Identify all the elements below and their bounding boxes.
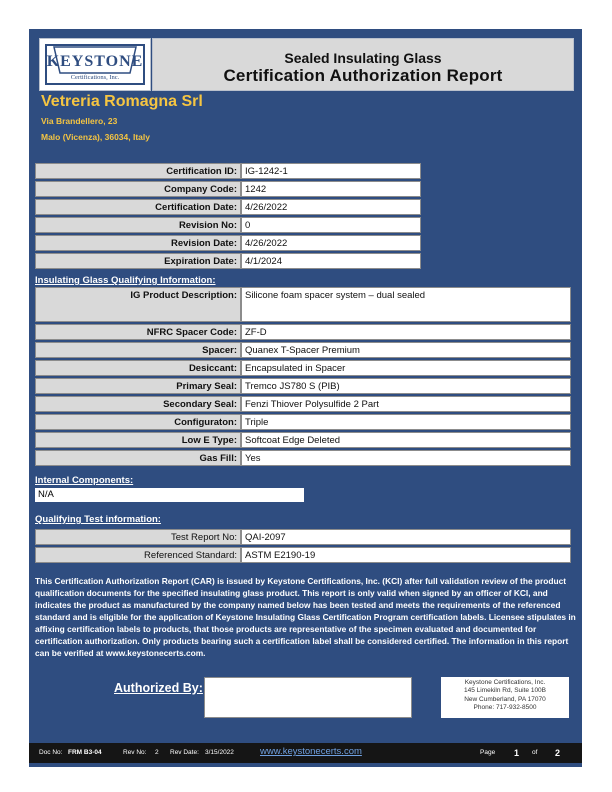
- rev-date-label: Rev Date:: [170, 749, 199, 756]
- company-address-line-2: Malo (Vicenza), 36034, Italy: [41, 132, 150, 142]
- ig-section-heading: Insulating Glass Qualifying Information:: [35, 275, 216, 286]
- page-label: Page: [480, 749, 496, 756]
- ig-row: [35, 342, 571, 358]
- ig-value: Quanex T-Spacer Premium: [241, 342, 571, 358]
- ig-label: Desiccant:: [35, 360, 241, 376]
- test-value: ASTM E2190-19: [241, 547, 571, 563]
- cert-value: 4/26/2022: [241, 235, 421, 251]
- ig-description-value: Silicone foam spacer system – dual sealed: [241, 287, 571, 322]
- certificate-page: [29, 29, 582, 767]
- ig-row: [35, 396, 571, 412]
- cert-label: Revision Date:: [35, 235, 241, 251]
- page-number: 1: [514, 748, 520, 758]
- ig-value: ZF-D: [241, 324, 571, 340]
- website-link[interactable]: www.keystonecerts.com: [260, 746, 362, 757]
- cert-row: [35, 199, 421, 215]
- rev-date-value: 3/15/2022: [205, 749, 234, 756]
- signature-field[interactable]: [204, 677, 412, 718]
- cert-value: IG-1242-1: [241, 163, 421, 179]
- cert-label: Certification ID:: [35, 163, 241, 179]
- ig-row: [35, 432, 571, 448]
- page-footer: [29, 743, 582, 763]
- test-label: Referenced Standard:: [35, 547, 241, 563]
- report-title: Certification Authorization Report: [223, 66, 503, 85]
- page-total: 2: [555, 748, 561, 758]
- internal-section-heading: Internal Components:: [35, 475, 134, 486]
- ig-value: Fenzi Thiover Polysulfide 2 Part: [241, 396, 571, 412]
- cert-row: [35, 235, 421, 251]
- ig-row: [35, 414, 571, 430]
- cert-value: 1242: [241, 181, 421, 197]
- cert-label: Expiration Date:: [35, 253, 241, 269]
- ig-row: [35, 450, 571, 466]
- svg-text:Certifications, Inc.: Certifications, Inc.: [70, 74, 120, 81]
- test-section-heading: Qualifying Test information:: [35, 514, 161, 525]
- cert-label: Certification Date:: [35, 199, 241, 215]
- ig-description-row: [35, 287, 571, 322]
- keystone-logo: [39, 38, 151, 91]
- ig-label: Secondary Seal:: [35, 396, 241, 412]
- test-row: [35, 529, 571, 545]
- ig-row: [35, 360, 571, 376]
- ig-label: NFRC Spacer Code:: [35, 324, 241, 340]
- doc-no-value: FRM B3-04: [68, 749, 102, 756]
- ig-label: Configuraton:: [35, 414, 241, 430]
- ig-label: Spacer:: [35, 342, 241, 358]
- internal-components-value: N/A: [35, 488, 304, 502]
- company-name: Vetreria Romagna Srl: [41, 93, 203, 110]
- cert-value: 4/26/2022: [241, 199, 421, 215]
- company-address-line-1: Via Brandellero, 23: [41, 116, 118, 126]
- test-label: Test Report No:: [35, 529, 241, 545]
- kci-address-box: [441, 677, 569, 718]
- cert-label: Revision No:: [35, 217, 241, 233]
- kci-line-1: Keystone Certifications, Inc.: [464, 679, 546, 686]
- kci-line-3: New Cumberland, PA 17070: [464, 695, 546, 703]
- authorized-by-label: Authorized By:: [114, 681, 203, 695]
- doc-no-label: Doc No:: [39, 749, 63, 756]
- ig-description-label: IG Product Description:: [35, 287, 241, 322]
- ig-value: Encapsulated in Spacer: [241, 360, 571, 376]
- test-value: QAI-2097: [241, 529, 571, 545]
- ig-value: Triple: [241, 414, 571, 430]
- of-label: of: [532, 749, 538, 756]
- cert-label: Company Code:: [35, 181, 241, 197]
- rev-no-value: 2: [155, 749, 159, 756]
- cert-row: [35, 253, 421, 269]
- report-subtitle: Sealed Insulating Glass: [284, 50, 442, 66]
- ig-label: Gas Fill:: [35, 450, 241, 466]
- ig-value: Tremco JS780 S (PIB): [241, 378, 571, 394]
- ig-value: Yes: [241, 450, 571, 466]
- kci-line-4: Phone: 717-932-8500: [473, 704, 537, 712]
- cert-row: [35, 163, 421, 179]
- cert-value: 4/1/2024: [241, 253, 421, 269]
- logo-graphic: [40, 39, 150, 90]
- ig-label: Low E Type:: [35, 432, 241, 448]
- cert-row: [35, 181, 421, 197]
- svg-text:KEYSTONE: KEYSTONE: [46, 53, 144, 70]
- report-title-box: [152, 38, 574, 91]
- disclaimer-paragraph: This Certification Authorization Report (CAR) is issued by Keystone Certifications, Inc. (KCI) after full validation review of the product qualification documents for the specified insulating glass product. This report is only valid when signed by an officer of KCI, and indicates the product as manufactured by the company named below has been tested and meets the requirements of the referenced standard and is eligible for the application of Keystone Insulating Glass Certification Program certification labels. Licensee stipulates in affixing certification labels to products, that those products are representative of the specimen evaluated and documented for certification authorization. Only products bearing such a certification label shall be considered certified. The information in this report can be verified at www.keystonecerts.com.: [35, 576, 576, 658]
- ig-row: [35, 378, 571, 394]
- kci-line-2: 145 Limekiln Rd, Suite 100B: [463, 687, 547, 695]
- test-row: [35, 547, 571, 563]
- rev-no-label: Rev No:: [123, 749, 147, 756]
- ig-value: Softcoat Edge Deleted: [241, 432, 571, 448]
- cert-row: [35, 217, 421, 233]
- ig-label: Primary Seal:: [35, 378, 241, 394]
- ig-row: [35, 324, 571, 340]
- cert-value: 0: [241, 217, 421, 233]
